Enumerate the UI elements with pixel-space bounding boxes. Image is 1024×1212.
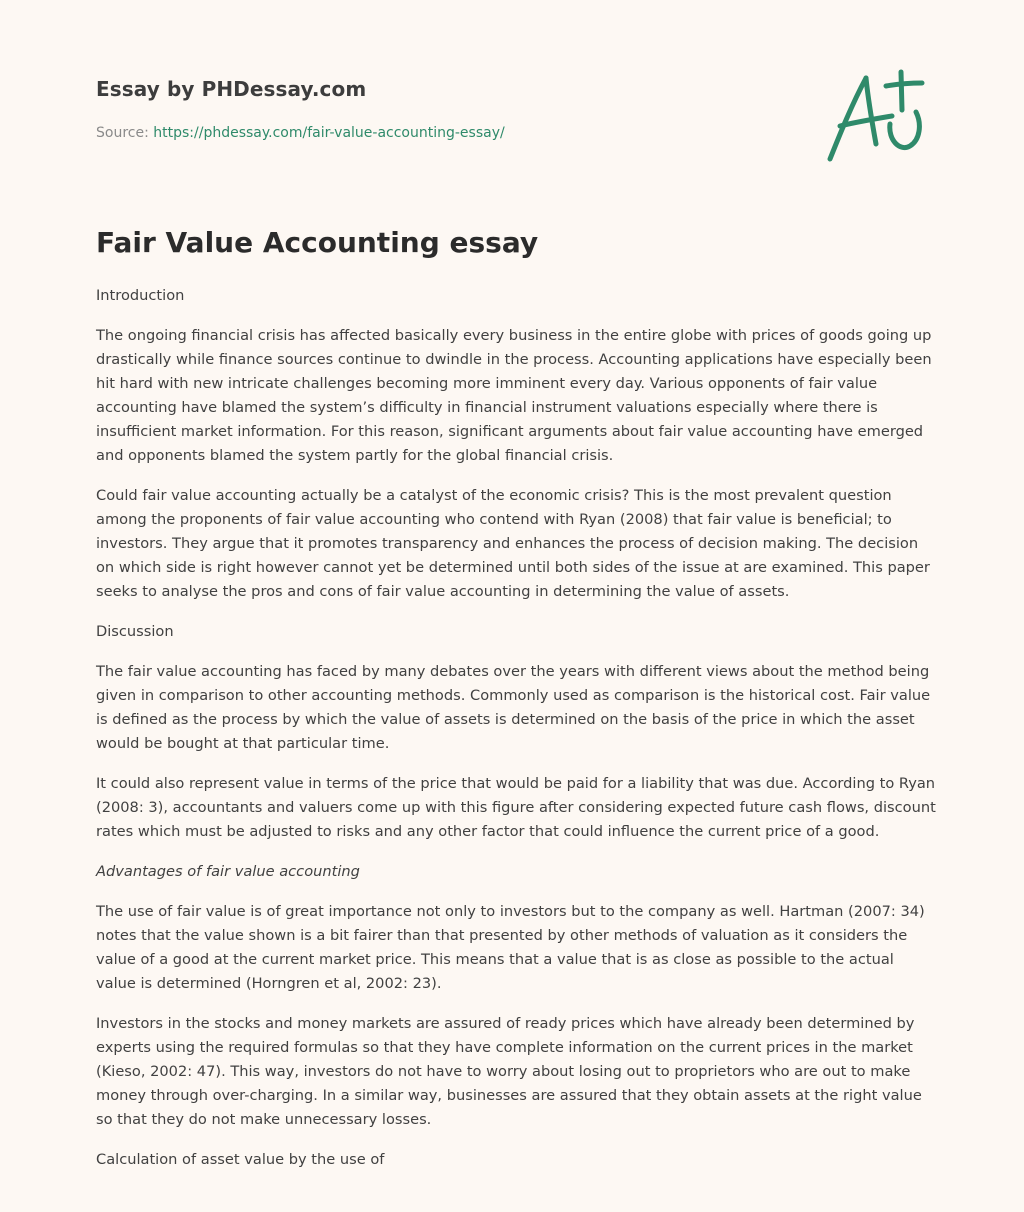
source-line bbox=[96, 125, 505, 141]
essay-title: Fair Value Accounting essay bbox=[96, 226, 539, 259]
body-paragraph: Investors in the stocks and money markets are assured of ready prices which have already been determined by experts using the required formulas so that they have complete information on the current prices in the market (Kieso, 2002: 47). This way, investors do not have to worry about losing out to proprietors who are out to make money through over-charging. In a similar way, businesses are assured that they obtain assets at the right value so that they do not make unnecessary losses. bbox=[96, 1015, 922, 1128]
body-paragraph: It could also represent value in terms of the price that would be paid for a liability that was due. According to Ryan (2008: 3), accountants and valuers come up with this figure after considering expected future cash flows, discount rates which must be adjusted to risks and any other factor that could influence the current price of a good. bbox=[96, 775, 936, 840]
section-heading: Calculation of asset value by the use of bbox=[96, 1151, 385, 1168]
body-paragraph: The use of fair value is of great importance not only to investors but to the company as well. Hartman (2007: 34) notes that the value shown is a bit fairer than that presented by other methods of valuation as it considers the value of a good at the current market price. This means that a value that is as close as possible to the actual value is determined (Horngren et al, 2002: 23). bbox=[96, 903, 925, 992]
body-paragraph: Could fair value accounting actually be a catalyst of the economic crisis? This is the most prevalent question among the proponents of fair value accounting who contend with Ryan (2008) that fair value is beneficial; to investors. They argue that it promotes transparency and enhances the process of decision making. The decision on which side is right however cannot yet be determined until both sides of the issue at are examined. This paper seeks to analyse the pros and cons of fair value accounting in determining the value of assets. bbox=[96, 487, 930, 600]
body-paragraph: The fair value accounting has faced by many debates over the years with different views about the method being given in comparison to other accounting methods. Commonly used as comparison is the historical cost. Fair value is defined as the process by which the value of assets is determined on the basis of the price in which the asset would be bought at that particular time. bbox=[96, 663, 931, 752]
section-heading: Introduction bbox=[96, 287, 185, 304]
section-heading: Discussion bbox=[96, 623, 174, 640]
essay-body bbox=[96, 284, 936, 1188]
a-plus-logo-icon bbox=[818, 64, 930, 168]
site-brand: Essay by PHDessay.com bbox=[96, 77, 367, 101]
section-heading: Advantages of fair value accounting bbox=[96, 863, 360, 880]
body-paragraph: The ongoing financial crisis has affected basically every business in the entire globe with prices of goods going up drastically while finance sources continue to dwindle in the process. Accounting applications have especially been hit hard with new intricate challenges becoming more imminent every day. Various opponents of fair value accounting have blamed the system’s difficulty in financial instrument valuations especially where there is insufficient market information. For this reason, significant arguments about fair value accounting have emerged and opponents blamed the system partly for the global financial crisis. bbox=[96, 327, 932, 464]
source-link[interactable]: https://phdessay.com/fair-value-accounting-essay/ bbox=[153, 125, 505, 141]
source-label: Source: bbox=[96, 125, 149, 141]
